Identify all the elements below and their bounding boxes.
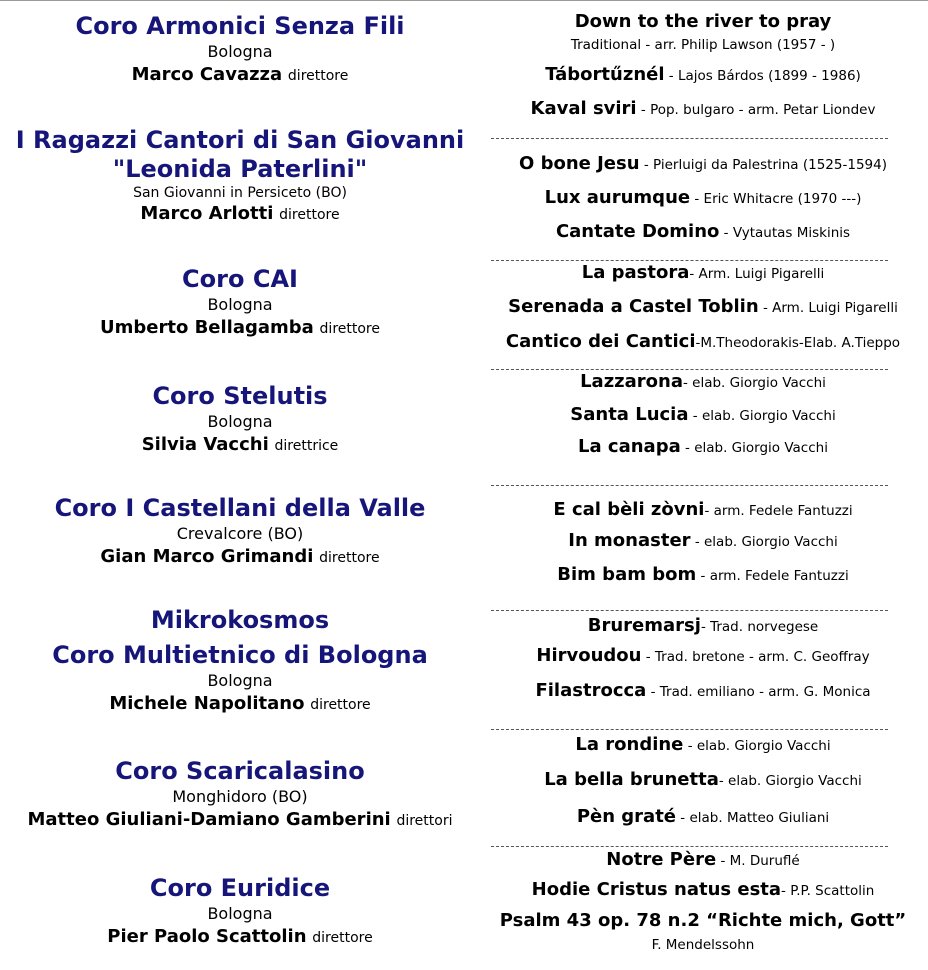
- director-role: direttore: [287, 68, 349, 84]
- choir-block: [0, 12, 480, 88]
- choir-name: Coro Stelutis: [152, 382, 328, 410]
- director-role: direttore: [279, 207, 340, 223]
- piece-title: In monaster: [568, 530, 691, 551]
- choir-director-line: [0, 202, 480, 227]
- program-list: [478, 0, 928, 970]
- program-item: [478, 403, 928, 428]
- piece-title: Serenada a Castel Toblin: [508, 296, 759, 317]
- section-divider: [491, 124, 888, 139]
- piece-credit: - elab. Giorgio Vacchi: [718, 773, 862, 789]
- choir-city: Bologna: [207, 412, 273, 431]
- program-item: [478, 63, 928, 88]
- piece-title: Tábortűznél: [545, 64, 665, 85]
- choir-name: Coro Euridice: [149, 874, 331, 902]
- program-item: [478, 498, 928, 523]
- piece-title: O bone Jesu: [519, 153, 640, 174]
- piece-title: E cal bèli zòvni: [553, 499, 705, 520]
- choir-director-line: [0, 433, 480, 458]
- choir-name: I Ragazzi Cantori di San Giovanni: [15, 126, 465, 154]
- piece-credit: - Vytautas Miskinis: [719, 225, 851, 241]
- choir-director-line: [0, 692, 480, 717]
- piece-credit: - Arm. Luigi Pigarelli: [758, 300, 898, 316]
- choir-block: [0, 126, 480, 227]
- piece-title: Notre Père: [606, 849, 717, 870]
- piece-title: Lux aurumque: [544, 187, 691, 208]
- piece-credit: - arm. Fedele Fantuzzi: [696, 568, 849, 584]
- director-name: Matteo Giuliani-Damiano Gamberini: [27, 809, 391, 830]
- choir-director-line: [0, 316, 480, 341]
- choir-name-line2: Coro Multietnico di Bologna: [52, 641, 428, 669]
- choir-block: [0, 757, 480, 833]
- piece-credit: - Trad. bretone - arm. C. Geoffray: [641, 649, 870, 665]
- piece-credit: -M.Theodorakis-Elab. A.Tieppo: [695, 335, 901, 351]
- program-item: [478, 878, 928, 903]
- director-name: Umberto Bellagamba: [100, 317, 314, 338]
- director-name: Marco Arlotti: [140, 203, 274, 224]
- piece-credit: - elab. Giorgio Vacchi: [683, 738, 831, 754]
- choir-director-line: [0, 545, 480, 570]
- piece-credit: - Lajos Bárdos (1899 - 1986): [664, 68, 861, 84]
- choir-name: Mikrokosmos: [150, 606, 330, 634]
- director-role: direttore: [312, 930, 373, 946]
- piece-title: Hirvoudou: [536, 645, 642, 666]
- section-divider: [491, 715, 888, 730]
- director-role: direttrice: [274, 438, 339, 454]
- piece-credit: - elab. Giorgio Vacchi: [683, 375, 826, 391]
- program-item: [478, 805, 928, 830]
- piece-title: Hodie Cristus natus esta: [531, 879, 782, 900]
- piece-title: Lazzarona: [580, 371, 683, 392]
- choir-name: Coro Scaricalasino: [115, 757, 365, 785]
- director-role: direttore: [310, 697, 371, 713]
- choir-director-line: [0, 808, 480, 833]
- choir-director-line: [0, 925, 480, 950]
- program-item: [478, 679, 928, 704]
- piece-credit: - arm. Fedele Fantuzzi: [704, 503, 853, 519]
- choir-city: Bologna: [207, 42, 273, 61]
- choir-name: Coro Armonici Senza Fili: [75, 12, 405, 40]
- director-name: Michele Napolitano: [109, 693, 305, 714]
- director-name: Gian Marco Grimandi: [100, 546, 314, 567]
- section-divider: [491, 832, 888, 847]
- piece-title: Bim bam bom: [557, 564, 697, 585]
- piece-title: La rondine: [575, 734, 684, 755]
- piece-credit: - P.P. Scattolin: [781, 883, 875, 899]
- program-item: [478, 848, 928, 873]
- choir-city: Crevalcore (BO): [176, 524, 304, 543]
- piece-credit: - Trad. emiliano - arm. G. Monica: [646, 684, 871, 700]
- director-name: Pier Paolo Scattolin: [107, 926, 307, 947]
- choir-city: Bologna: [207, 904, 273, 923]
- piece-credit: - elab. Giorgio Vacchi: [680, 440, 828, 456]
- choir-city: San Giovanni in Persiceto (BO): [133, 185, 347, 201]
- choir-name: Coro CAI: [182, 265, 298, 293]
- program-item: [478, 295, 928, 320]
- program-item: [478, 186, 928, 211]
- program-item: [478, 370, 928, 395]
- piece-title: Kaval sviri: [530, 98, 637, 119]
- director-role: direttore: [319, 321, 380, 337]
- piece-title: La pastora: [581, 262, 690, 283]
- program-item: [478, 435, 928, 460]
- program-item: [478, 614, 928, 639]
- piece-credit: - Eric Whitacre (1970 ---): [690, 191, 862, 207]
- piece-credit: - elab. Matteo Giuliani: [676, 810, 830, 826]
- program-item: [478, 97, 928, 122]
- piece-title: La canapa: [578, 436, 681, 457]
- program-item: [478, 261, 928, 286]
- choir-city: Bologna: [207, 671, 273, 690]
- piece-title: Santa Lucia: [570, 404, 689, 425]
- program-item: [478, 529, 928, 554]
- section-divider: [491, 246, 888, 261]
- piece-title: Filastrocca: [535, 680, 647, 701]
- choir-block: [0, 874, 480, 950]
- choir-name: Coro I Castellani della Valle: [54, 494, 426, 522]
- choir-name-line2: "Leonida Paterlini": [112, 155, 368, 183]
- section-divider: [491, 471, 888, 486]
- piece-credit: - Arm. Luigi Pigarelli: [689, 266, 825, 282]
- piece-credit-line: Traditional - arr. Philip Lawson (1957 - ): [570, 37, 836, 53]
- program-item: [478, 152, 928, 177]
- piece-title: Cantate Domino: [555, 221, 720, 242]
- choir-block: [0, 265, 480, 341]
- choir-city: Bologna: [207, 295, 273, 314]
- piece-title: Pèn graté: [576, 806, 677, 827]
- choir-block: [0, 494, 480, 570]
- piece-credit: - Pop. bulgaro - arm. Petar Liondev: [636, 102, 876, 118]
- section-divider: [491, 596, 888, 611]
- piece-credit: - M. Duruflé: [716, 853, 800, 869]
- program-item: [478, 220, 928, 245]
- program-item: [478, 330, 928, 355]
- section-divider: [491, 355, 888, 370]
- piece-title: Bruremarsj: [587, 615, 701, 636]
- piece-title: Down to the river to pray: [574, 11, 832, 32]
- piece-credit-line: F. Mendelssohn: [651, 937, 755, 953]
- program-item: [478, 10, 928, 35]
- program-item: [478, 768, 928, 793]
- program-item: [478, 909, 928, 933]
- piece-credit: - elab. Giorgio Vacchi: [690, 534, 838, 550]
- choir-block: [0, 606, 480, 717]
- program-item: [478, 644, 928, 669]
- program-item: [478, 733, 928, 758]
- piece-title: La bella brunetta: [544, 769, 719, 790]
- choir-director-line: [0, 63, 480, 88]
- piece-credit: - Pierluigi da Palestrina (1525-1594): [639, 157, 887, 173]
- piece-credit: - Trad. norvegese: [700, 619, 819, 635]
- piece-credit: - elab. Giorgio Vacchi: [688, 408, 836, 424]
- director-name: Silvia Vacchi: [141, 434, 269, 455]
- director-role: direttore: [319, 550, 380, 566]
- choir-block: [0, 382, 480, 458]
- director-name: Marco Cavazza: [131, 64, 283, 85]
- program-item: [478, 563, 928, 588]
- choir-city: Monghidoro (BO): [172, 787, 308, 806]
- director-role: direttori: [396, 813, 453, 829]
- piece-title: Psalm 43 op. 78 n.2 “Richte mich, Gott”: [499, 910, 907, 931]
- piece-title: Cantico dei Cantici: [505, 331, 696, 352]
